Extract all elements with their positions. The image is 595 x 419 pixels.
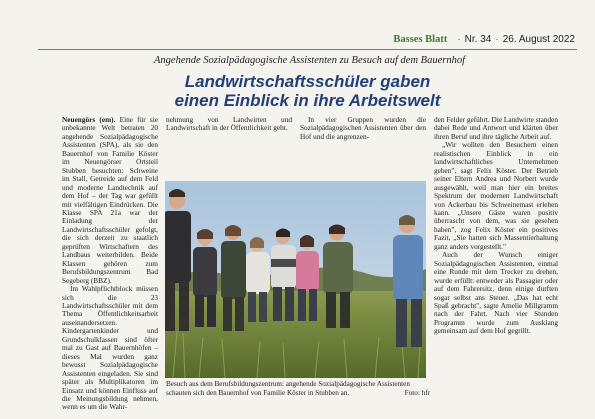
article-paragraph: Im Wahlpflichtblock müssen sich die 23 Landwirtschaftsschüler mit dem Thema Öffentlichkeitsarbeit auseinandersetzen. Kindergartenkinder und Grundschulklassen sind öfter mal zu Gast auf Bauernhöfen – dieses Mal wurden ganz bewusst Sozialpädagogische Assistenten eingeladen. Sie sind später als Multiplikatoren im Einsatz und können Einfluss auf die Meinungsbildung nehmen, wenn es um die Wahr- bbox=[62, 284, 158, 412]
paragraph-text: Eine für sie unbekannte Welt betraten 20 angehende Sozialpädagogische Assistenten (SPA), als sie den Bauernhof von Familie Köster im Neuengörser Ortsteil Stubben besuchten: Schweine im Stall, Getreide auf dem Feld und moderne Landtechnik auf dem Hof – der Tag war gefüllt mit vielfältigen Eindrücken. Die Klasse SPA 21a war der Einladung der Landwirtschaftsschüler gefolgt, die sich derzeit zu staatlich geprüften Wirtschaftern des Landbaus weiterbilden. Beide Klassen gehören zum Berufsbildungszentrum Bad Segeberg (BBZ). bbox=[62, 115, 158, 285]
article-paragraph: nehmung von Landwirten und Landwirtschaft in der Öffentlichkeit geht. bbox=[166, 115, 292, 133]
article-column-3 bbox=[300, 116, 426, 141]
dateline: Neuengörs (em). bbox=[62, 115, 116, 124]
issue-date: 26. August 2022 bbox=[502, 33, 575, 45]
headline-line-1: Landwirtschaftsschüler gaben bbox=[184, 72, 431, 91]
newspaper-name: Basses Blatt bbox=[393, 33, 448, 45]
article-paragraph: „Wir wollten den Besuchern einen realistischen Einblick in ein landwirtschaftliches Unternehmen geben", sagt Felix Köster. Der Betrieb seiner Eltern Andrea und Norbert wurde ausgewählt, weil man hier ein breites Spektrum der modernen Landwirtschaft von Ackerbau bis Schweinemast erleben kann. „Unsere Gäste waren positiv überrascht von dem, was sie gesehen haben", zog Felix Köster ein positives Fazit, „Sie hatten sich Massentierhaltung ganz anders vorgestellt." bbox=[434, 140, 558, 251]
header-rule bbox=[38, 49, 577, 50]
article-headline bbox=[40, 72, 575, 110]
article-paragraph bbox=[62, 116, 158, 285]
article-column-2 bbox=[166, 116, 292, 133]
article-paragraph: Auch der Wunsch einiger Sozialpädagogischen Assistenten, einmal eine Runde mit dem Trecker zu drehen, wurde erfüllt: entweder als Passagier oder auf dem Fahrersitz, denn einige durften sogar selbst ans Steuer. „Das hat echt Spaß gebracht", sagte Amelie Millgramm nach der Fahrt. Nach vier Stunden Programm wurde zum Ausklang gemeinsam auf dem Hof gegrillt. bbox=[434, 250, 558, 336]
grain-field bbox=[165, 291, 426, 378]
page-header bbox=[40, 32, 575, 46]
photo-caption bbox=[166, 380, 430, 397]
photo-credit: Foto: hfr bbox=[404, 388, 430, 397]
headline-line-2: einen Einblick in ihre Arbeitswelt bbox=[174, 91, 441, 110]
article-column-1 bbox=[62, 116, 158, 412]
issue-number: Nr. 34 bbox=[464, 33, 492, 45]
header-separator: · bbox=[457, 33, 461, 45]
caption-text: Besuch aus dem Berufsbildungszentrum: angehende Sozialpädagogische Assistenten schauten sich den Bauernhof von Familie Köster in Stubben an. bbox=[166, 380, 410, 397]
article-column-4 bbox=[434, 116, 558, 336]
article-paragraph: den Felder geführt. Die Landwirte standen dabei Rede und Antwort und klärten über ihren Beruf und ihre tägliche Arbeit auf. bbox=[434, 115, 559, 141]
article-kicker: Angehende Sozialpädagogische Assistenten zu Besuch auf dem Bauernhof bbox=[154, 55, 465, 66]
header-separator: · bbox=[495, 33, 499, 45]
group-photo bbox=[165, 181, 426, 378]
group-photo-illustration bbox=[165, 181, 426, 378]
article-paragraph: In vier Gruppen wurden die Sozialpädagogischen Assistenten über den Hof und die angrenzen- bbox=[300, 115, 426, 141]
